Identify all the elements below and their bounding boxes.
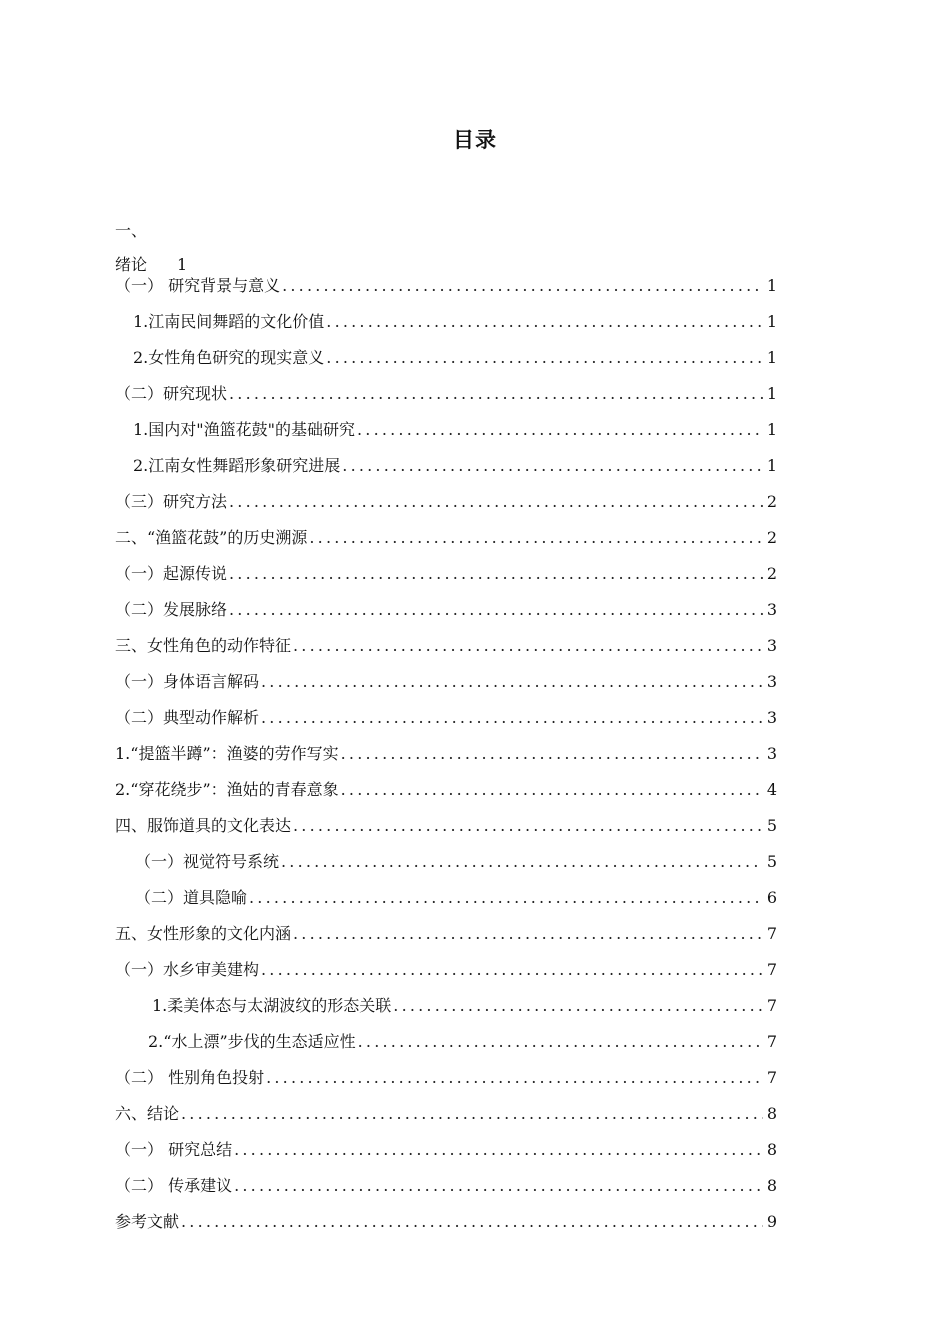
toc-entry-page: 2 [766,564,777,583]
toc-leader [229,384,763,404]
toc-leader [393,996,763,1016]
toc-entry[interactable] [115,708,777,728]
toc-entry-page: 3 [766,708,777,727]
toc-entry[interactable] [133,348,777,368]
toc-entry-page: 8 [766,1176,777,1195]
toc-entry[interactable] [115,744,777,764]
toc-entry-page: 2 [766,528,777,547]
toc-entry-page: 3 [766,636,777,655]
toc-entry-label: 1.江南民间舞蹈的文化价值 [133,312,325,331]
toc-entry[interactable] [133,456,777,476]
toc-leader [261,672,763,692]
toc-entry-label: （二）典型动作解析 [115,708,260,727]
toc-entry-label: （二）道具隐喻 [135,888,248,907]
toc-entry-label: （一）水乡审美建构 [115,960,260,979]
toc-entry-page: 7 [766,1032,777,1051]
toc-entry[interactable] [133,420,777,440]
toc-entry-page: 1 [766,276,777,295]
toc-entry[interactable] [115,1176,777,1196]
toc-entry-page: 7 [766,1068,777,1087]
toc-entry[interactable] [115,672,777,692]
toc-entry-label: 2.江南女性舞蹈形象研究进展 [133,456,341,475]
toc-entry-page: 1 [766,348,777,367]
toc-leader [293,924,763,944]
toc-entry-page: 1 [766,456,777,475]
toc-leader [266,1068,763,1088]
toc-leader [282,276,763,296]
toc-first-heading-number: 一、 [115,221,148,240]
toc-leader [261,960,763,980]
toc-entry-page: 7 [766,924,777,943]
toc-entry-page: 6 [766,888,777,907]
toc-leader [249,888,763,908]
toc-leader [229,600,763,620]
toc-leader [234,1140,763,1160]
toc-entry-page: 3 [766,744,777,763]
toc-entry-page: 3 [766,672,777,691]
toc-entry-label: 参考文献 [115,1212,180,1231]
toc-entry-label: （一）身体语言解码 [115,672,260,691]
toc-entry[interactable] [133,312,777,332]
toc-entry-page: 2 [766,492,777,511]
toc-entry-label: 二、“渔篮花鼓”的历史溯源 [115,528,308,547]
toc-entry-label: （一） 研究背景与意义 [115,276,281,295]
toc-entry-label: 四、服饰道具的文化表达 [115,816,292,835]
toc-entry-label: 五、女性形象的文化内涵 [115,924,292,943]
toc-entry[interactable] [115,1104,777,1124]
toc-entry[interactable] [115,636,777,656]
toc-entry-label: （一）视觉符号系统 [135,852,280,871]
toc-entry-page: 5 [766,816,777,835]
toc-entry-page: 8 [766,1104,777,1123]
toc-entry-label: 2.“穿花绕步”：渔姑的青春意象 [115,780,339,799]
toc-leader [357,420,763,440]
toc-entry[interactable] [115,1212,777,1232]
toc-entry[interactable] [115,780,777,800]
toc-entry-label: 1.国内对"渔篮花鼓"的基础研究 [133,420,355,439]
toc-entry-label: （二）研究现状 [115,384,228,403]
toc-entry[interactable] [115,276,777,296]
toc-entry[interactable] [115,1140,777,1160]
toc-entry-label: 2.女性角色研究的现实意义 [133,348,325,367]
toc-leader [234,1176,763,1196]
toc-leader [229,492,763,512]
toc-entry[interactable] [115,816,777,836]
toc-leader [358,1032,763,1052]
toc-entry-page: 8 [766,1140,777,1159]
toc-leader [341,780,763,800]
toc-entry-label: （二） 性别角色投射 [115,1068,265,1087]
toc-entry[interactable] [135,852,777,872]
toc-entry-page: 9 [766,1212,777,1231]
toc-entry[interactable] [115,564,777,584]
toc-entry[interactable] [152,996,777,1016]
toc-entry-label: （三）研究方法 [115,492,228,511]
toc-entry-page: 5 [766,852,777,871]
toc-first-heading-page: 1 [177,255,188,274]
toc-first-heading-text: 绪论 [115,255,148,274]
toc-leader [229,564,763,584]
toc-entry-label: （一）起源传说 [115,564,228,583]
toc-entry-page: 1 [766,384,777,403]
toc-entry-page: 7 [766,996,777,1015]
toc-entry-page: 7 [766,960,777,979]
toc-entry[interactable] [115,384,777,404]
toc-entry-label: （二）发展脉络 [115,600,228,619]
toc-leader [293,636,763,656]
toc-entry-page: 1 [766,420,777,439]
toc-leader [181,1104,763,1124]
toc-leader [261,708,763,728]
toc-entry[interactable] [135,888,777,908]
toc-entry[interactable] [115,528,777,548]
toc-entry-label: （二） 传承建议 [115,1176,233,1195]
toc-leader [326,348,763,368]
toc-entry-label: 三、女性角色的动作特征 [115,636,292,655]
toc-leader [326,312,763,332]
toc-entry[interactable] [115,960,777,980]
toc-entry[interactable] [115,924,777,944]
toc-entry-label: （一） 研究总结 [115,1140,233,1159]
toc-entry-page: 3 [766,600,777,619]
toc-entry-label: 1.“提篮半蹲”：渔婆的劳作写实 [115,744,339,763]
toc-entry-label: 六、结论 [115,1104,180,1123]
page-title: 目录 [453,127,497,152]
toc-entry-page: 4 [766,780,777,799]
toc-entry[interactable] [115,600,777,620]
toc-entry[interactable] [148,1032,777,1052]
toc-leader [281,852,763,872]
toc-leader [342,456,763,476]
toc-entry-label: 2.“水上漂”步伐的生态适应性 [148,1032,356,1051]
toc-entry[interactable] [115,1068,777,1088]
toc-leader [181,1212,763,1232]
toc-leader [309,528,762,548]
toc-entry-label: 1.柔美体态与太湖波纹的形态关联 [152,996,392,1015]
toc-entry-page: 1 [766,312,777,331]
toc-leader [341,744,763,764]
toc-leader [293,816,763,836]
toc-entry[interactable] [115,492,777,512]
